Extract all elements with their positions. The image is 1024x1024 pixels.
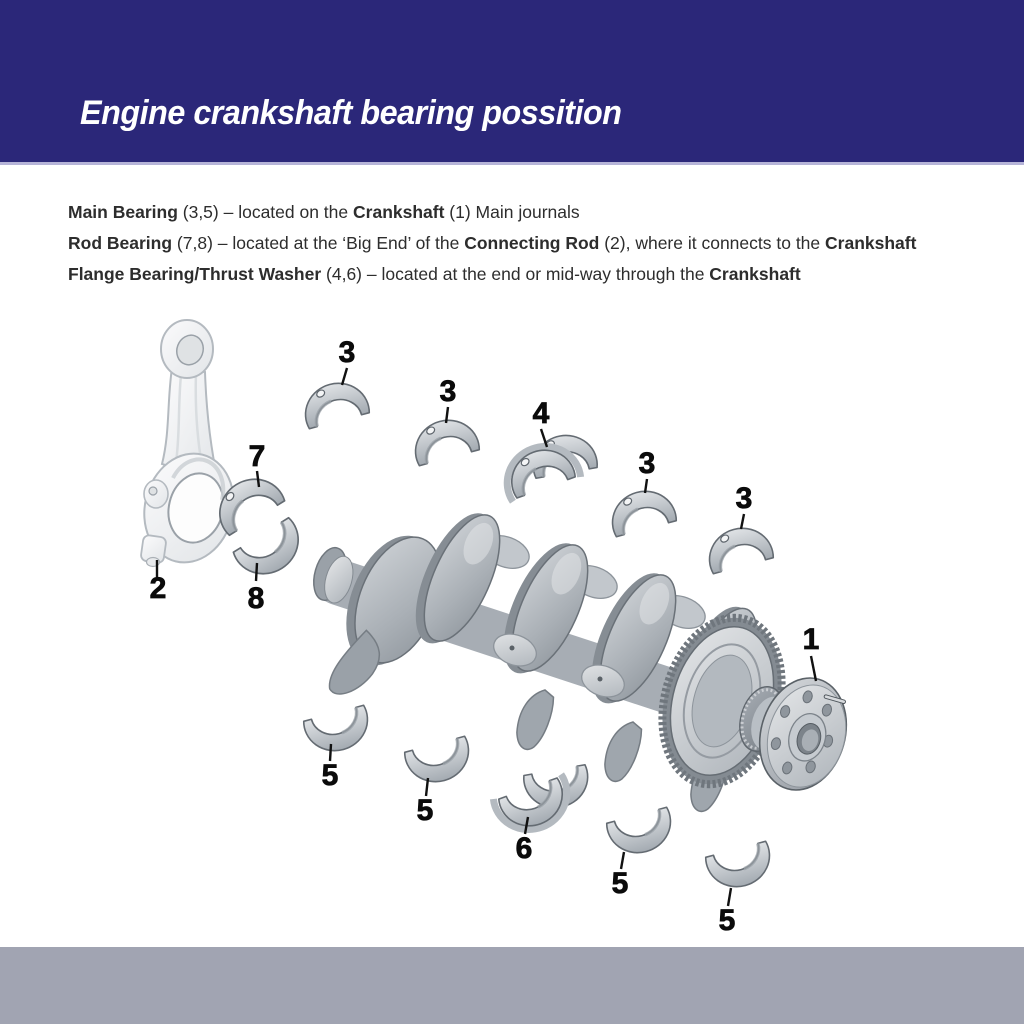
text-segment: (7,8) – located at the ‘Big End’ of the <box>172 233 465 253</box>
text-segment: Connecting Rod <box>464 233 600 253</box>
text-segment: Crankshaft <box>353 202 445 222</box>
text-segment: (2), where it connects to the <box>599 233 826 253</box>
callout-6: 6 <box>515 832 533 865</box>
flange-bearing-upper <box>497 430 598 502</box>
flange-bearing-lower <box>492 765 592 840</box>
main-bearing-lower-2 <box>404 736 476 789</box>
callout-4: 4 <box>532 397 550 430</box>
main-bearing-lower-1 <box>303 705 375 758</box>
callout-3c: 3 <box>638 447 656 480</box>
callout-3b: 3 <box>439 375 457 408</box>
callout-8: 8 <box>247 582 265 615</box>
callout-2: 2 <box>149 572 167 605</box>
footer-band <box>0 947 1024 1024</box>
main-bearing-lower-4 <box>705 841 777 894</box>
text-segment: Crankshaft <box>709 264 801 284</box>
text-segment: (4,6) – located at the end or mid-way through the <box>321 264 710 284</box>
callout-5a: 5 <box>321 759 339 792</box>
main-bearing-upper-1 <box>299 376 371 429</box>
callout-1: 1 <box>802 623 820 656</box>
text-segment: (1) Main journals <box>444 202 580 222</box>
page-title: Engine crankshaft bearing possition <box>80 94 622 132</box>
text-segment: (3,5) – located on the <box>177 202 354 222</box>
main-bearing-upper-3 <box>606 484 678 537</box>
rod-bearing-lower <box>232 517 310 586</box>
main-bearing-upper-2 <box>409 413 481 466</box>
callout-7: 7 <box>248 440 266 473</box>
callout-3d: 3 <box>735 482 753 515</box>
callout-5c: 5 <box>611 867 629 900</box>
callout-3a: 3 <box>338 336 356 369</box>
text-segment: Main Bearing <box>68 202 178 222</box>
text-segment: Flange Bearing/Thrust Washer <box>68 264 322 284</box>
text-segment: Crankshaft <box>825 233 917 253</box>
callout-5d: 5 <box>718 904 736 937</box>
text-segment: Rod Bearing <box>68 233 173 253</box>
callout-5b: 5 <box>416 794 434 827</box>
main-bearing-lower-3 <box>606 807 678 860</box>
main-bearing-upper-4 <box>703 521 775 574</box>
